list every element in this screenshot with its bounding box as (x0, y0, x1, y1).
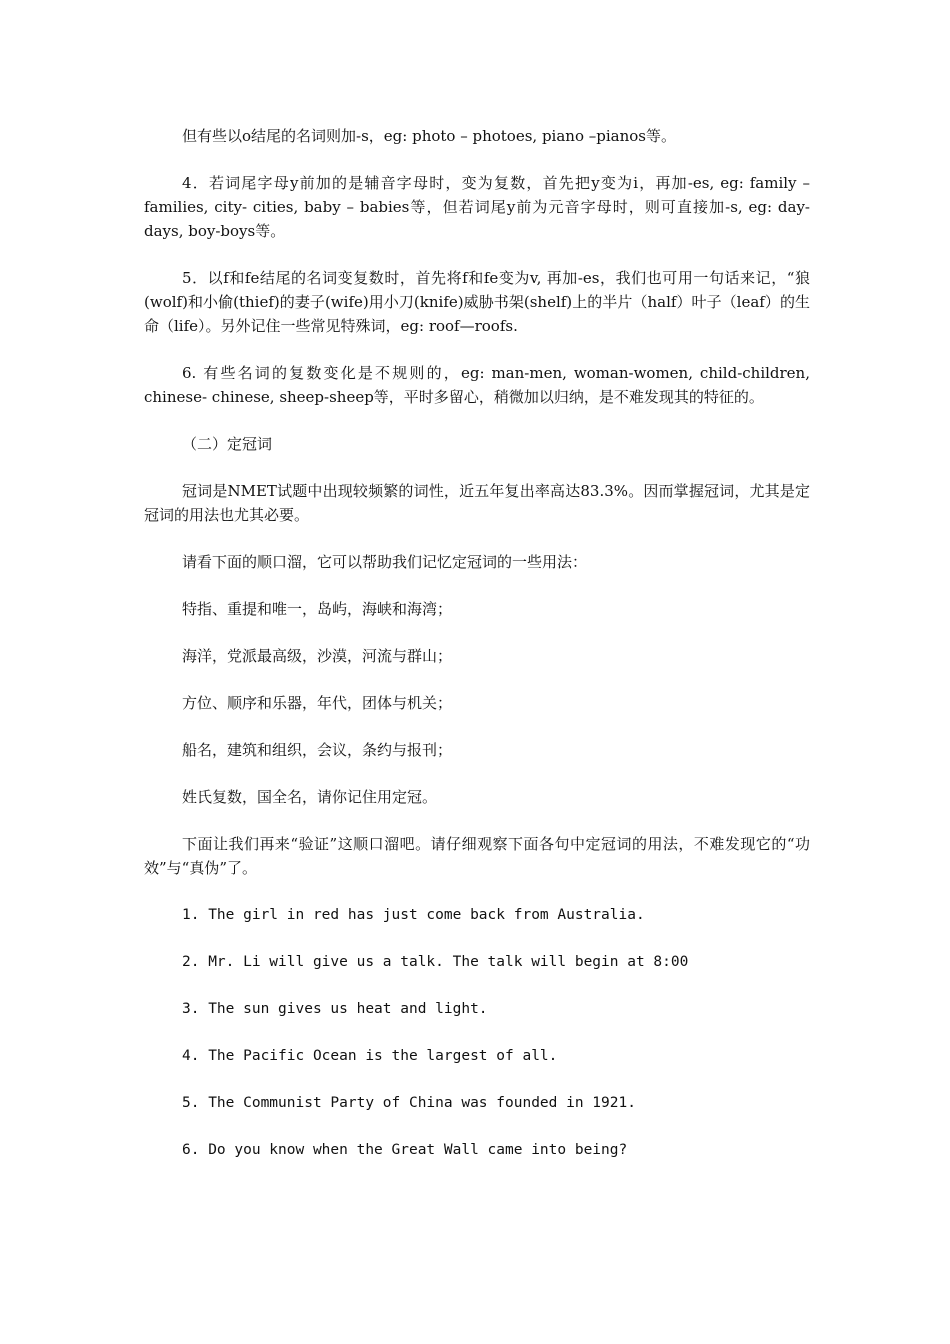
rhyme-line-2: 海洋，党派最高级，沙漠，河流与群山； (182, 647, 453, 665)
rhyme-line-5: 姓氏复数，国全名，请你记住用定冠。 (182, 788, 438, 806)
example-sentence-6: 6. Do you know when the Great Wall came into being? (182, 1142, 628, 1158)
example-sentence-4: 4. The Pacific Ocean is the largest of all. (182, 1048, 558, 1064)
example-sentence-3: 3. The sun gives us heat and light. (182, 1001, 488, 1017)
paragraph-article-intro: 冠词是NMET试题中出现较频繁的词性，近五年复出率高达83.3%。因而掌握冠词，尤其是定冠词的用法也尤其必要。 (144, 482, 810, 524)
document-body (144, 124, 810, 1185)
example-sentence-5: 5. The Communist Party of China was founded in 1921. (182, 1095, 636, 1111)
example-sentence-2: 2. Mr. Li will give us a talk. The talk will begin at 8:00 (182, 954, 689, 970)
paragraph-rule-6-irregular: 6. 有些名词的复数变化是不规则的，eg: man-men, woman-women, child-children, chinese- chinese, sheep-sheep等，平时多留心，稍微加以归纳，是不难发现其的特征的。 (144, 364, 810, 406)
paragraph-verify-intro: 下面让我们再来“验证”这顺口溜吧。请仔细观察下面各句中定冠词的用法，不难发现它的“功效”与“真伪”了。 (144, 835, 810, 877)
section-heading-definite-article: （二）定冠词 (182, 435, 273, 453)
paragraph-rule-4-y-ending: 4．若词尾字母y前加的是辅音字母时，变为复数，首先把y变为i，再加-es, eg: family – families, city- cities, baby – babies等，但若词尾y前为元音字母时，则可直接加-s, eg: day-days, boy-boys等。 (144, 174, 810, 240)
rhyme-line-1: 特指、重提和唯一，岛屿，海峡和海湾； (182, 600, 453, 618)
rhyme-line-3: 方位、顺序和乐器，年代，团体与机关； (182, 694, 453, 712)
paragraph-rule-5-f-fe-ending: 5．以f和fe结尾的名词变复数时，首先将f和fe变为v, 再加-es，我们也可用一句话来记，“狼(wolf)和小偷(thief)的妻子(wife)用小刀(knife)威胁书架(shelf)上的半片（half）叶子（leaf）的生命（life）。另外记住一些常见特殊词，eg: roof—roofs. (144, 269, 810, 335)
example-sentence-1: 1. The girl in red has just come back from Australia. (182, 907, 645, 923)
paragraph-o-ending: 但有些以o结尾的名词则加-s，eg: photo – photoes, piano –pianos等。 (182, 127, 676, 145)
paragraph-rhyme-intro: 请看下面的顺口溜，它可以帮助我们记忆定冠词的一些用法： (182, 553, 588, 571)
rhyme-line-4: 船名，建筑和组织，会议，条约与报刊； (182, 741, 453, 759)
